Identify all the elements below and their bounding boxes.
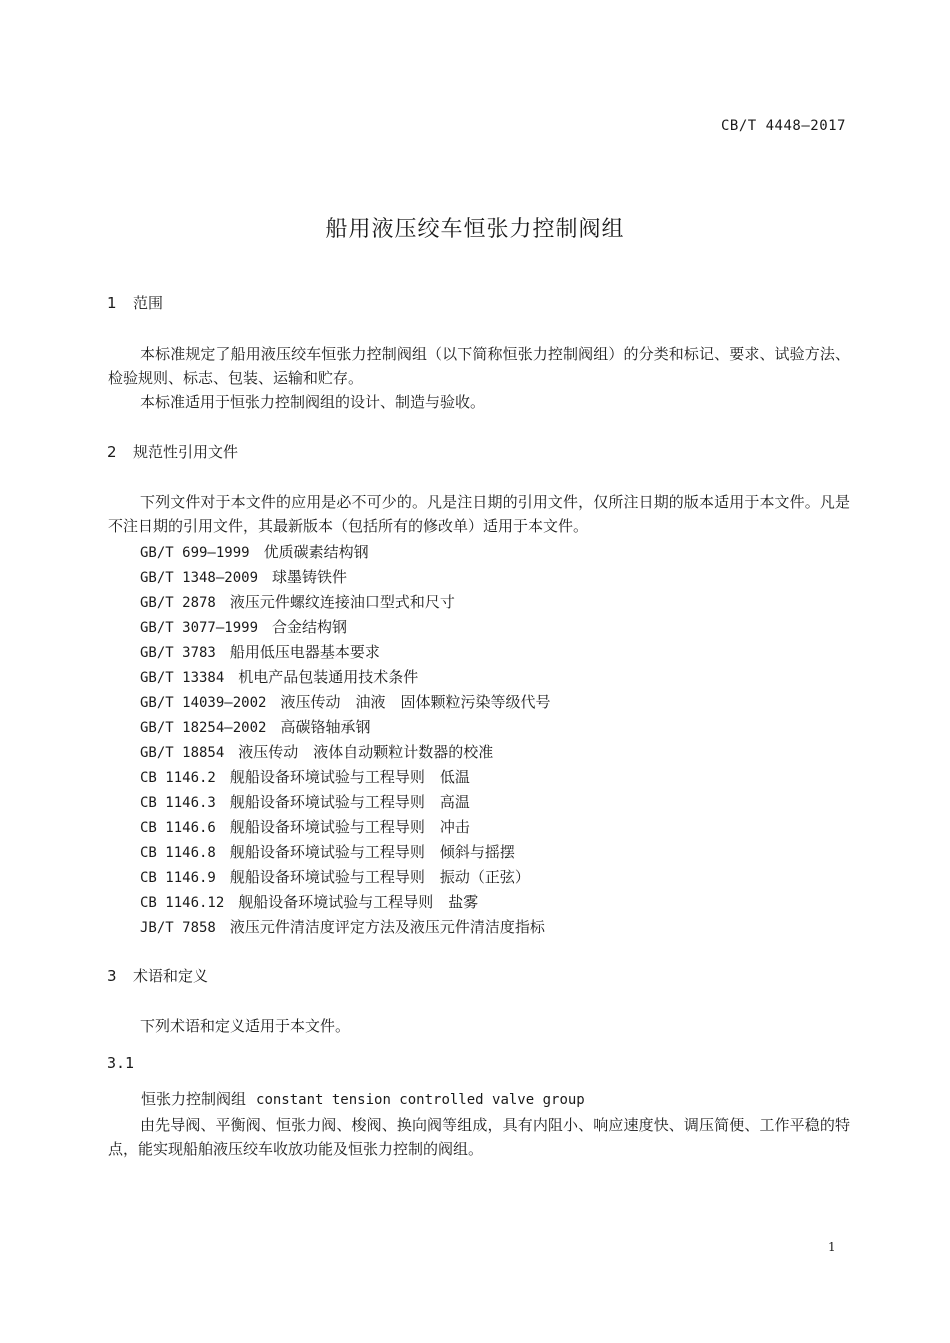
reference-item xyxy=(140,615,550,640)
section-1-paragraph-1: 本标准规定了船用液压绞车恒张力控制阀组（以下简称恒张力控制阀组）的分类和标记、要求、试验方法、检验规则、标志、包装、运输和贮存。 xyxy=(108,345,850,387)
reference-item xyxy=(140,790,550,815)
section-title: 范围 xyxy=(133,294,164,312)
reference-item xyxy=(140,840,550,865)
reference-code: GB/T 14039—2002 xyxy=(140,695,267,711)
reference-item xyxy=(140,690,550,715)
term-definition: 由先导阀、平衡阀、恒张力阀、梭阀、换向阀等组成，具有内阻小、响应速度快、调压简便、工作平稳的特点，能实现船舶液压绞车收放功能及恒张力控制的阀组。 xyxy=(108,1116,850,1158)
reference-item xyxy=(140,740,550,765)
term-chinese: 恒张力控制阀组 xyxy=(141,1090,247,1108)
reference-code: CB 1146.6 xyxy=(140,820,216,836)
section-title: 规范性引用文件 xyxy=(133,443,239,461)
reference-code: CB 1146.12 xyxy=(140,895,225,911)
reference-item xyxy=(140,715,550,740)
reference-code: JB/T 7858 xyxy=(140,920,216,936)
reference-title: 球墨铸铁件 xyxy=(272,568,348,586)
reference-item xyxy=(140,665,550,690)
reference-code: GB/T 13384 xyxy=(140,670,225,686)
reference-item xyxy=(140,590,550,615)
reference-code: CB 1146.8 xyxy=(140,845,216,861)
term-english: constant tension controlled valve group xyxy=(256,1092,585,1108)
reference-title: 液压传动 液体自动颗粒计数器的校准 xyxy=(238,743,494,761)
section-number: 1 xyxy=(107,294,117,312)
section-2-intro: 下列文件对于本文件的应用是必不可少的。凡是注日期的引用文件，仅所注日期的版本适用于本文件。凡是不注日期的引用文件，其最新版本（包括所有的修改单）适用于本文件。 xyxy=(108,493,850,535)
reference-title: 舰船设备环境试验与工程导则 倾斜与摇摆 xyxy=(229,843,515,861)
standard-number: CB/T 4448—2017 xyxy=(720,118,846,134)
reference-title: 优质碳素结构钢 xyxy=(263,543,369,561)
reference-item xyxy=(140,815,550,840)
document-title: 船用液压绞车恒张力控制阀组 xyxy=(325,217,625,242)
reference-code: GB/T 18854 xyxy=(140,745,225,761)
reference-code: CB 1146.9 xyxy=(140,870,216,886)
section-3-intro: 下列术语和定义适用于本文件。 xyxy=(140,1017,351,1035)
reference-title: 舰船设备环境试验与工程导则 冲击 xyxy=(229,818,470,836)
reference-code: GB/T 3783 xyxy=(140,645,216,661)
reference-code: CB 1146.3 xyxy=(140,795,216,811)
section-number: 2 xyxy=(107,443,117,461)
term-entry xyxy=(141,1088,585,1109)
reference-title: 液压元件清洁度评定方法及液压元件清洁度指标 xyxy=(229,918,545,936)
reference-list xyxy=(140,540,550,940)
reference-code: GB/T 3077—1999 xyxy=(140,620,259,636)
reference-item xyxy=(140,865,550,890)
section-3-heading xyxy=(107,965,208,986)
reference-item xyxy=(140,915,550,940)
reference-title: 舰船设备环境试验与工程导则 盐雾 xyxy=(238,893,479,911)
reference-code: GB/T 2878 xyxy=(140,595,216,611)
section-1-paragraph-2: 本标准适用于恒张力控制阀组的设计、制造与验收。 xyxy=(140,393,486,411)
section-title: 术语和定义 xyxy=(133,967,209,985)
reference-item xyxy=(140,540,550,565)
reference-code: GB/T 1348—2009 xyxy=(140,570,259,586)
reference-title: 液压元件螺纹连接油口型式和尺寸 xyxy=(229,593,455,611)
page-number: 1 xyxy=(828,1240,836,1254)
reference-title: 舰船设备环境试验与工程导则 振动（正弦） xyxy=(229,868,530,886)
section-1-heading xyxy=(107,292,163,313)
reference-item xyxy=(140,565,550,590)
reference-title: 高碳铬轴承钢 xyxy=(280,718,371,736)
reference-title: 船用低压电器基本要求 xyxy=(229,643,380,661)
reference-title: 舰船设备环境试验与工程导则 低温 xyxy=(229,768,470,786)
reference-title: 机电产品包装通用技术条件 xyxy=(238,668,419,686)
reference-code: CB 1146.2 xyxy=(140,770,216,786)
reference-title: 液压传动 油液 固体颗粒污染等级代号 xyxy=(280,693,551,711)
reference-item xyxy=(140,640,550,665)
reference-code: GB/T 18254—2002 xyxy=(140,720,267,736)
reference-item xyxy=(140,890,550,915)
section-2-heading xyxy=(107,441,238,462)
clause-number: 3.1 xyxy=(107,1054,135,1072)
reference-title: 舰船设备环境试验与工程导则 高温 xyxy=(229,793,470,811)
reference-code: GB/T 699—1999 xyxy=(140,545,250,561)
reference-title: 合金结构钢 xyxy=(272,618,348,636)
reference-item xyxy=(140,765,550,790)
section-number: 3 xyxy=(107,967,117,985)
